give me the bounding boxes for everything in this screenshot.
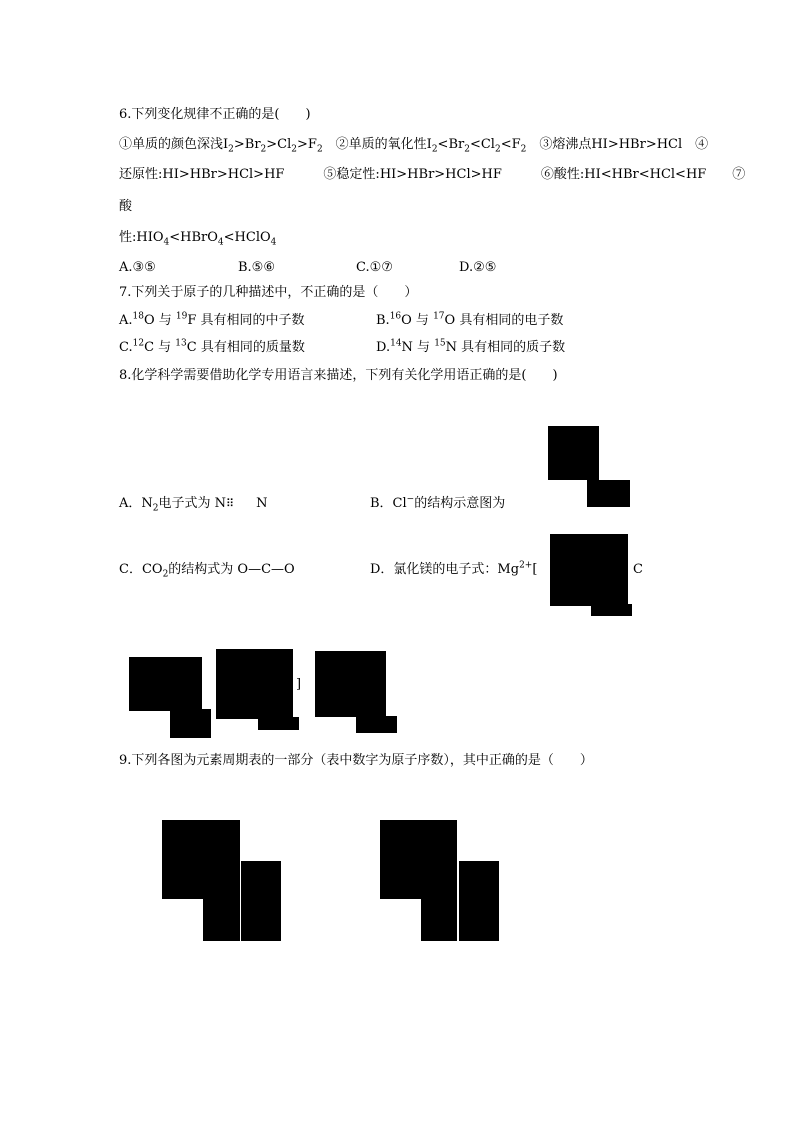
- q8-option-c: C．$CO_2$的结构式为 O—C—O: [119, 562, 295, 580]
- periodic-table-figure-b-part: [459, 861, 499, 941]
- q7-option-b: B.$^{16}$O 与 $^{17}$O 具有相同的电子数: [376, 311, 564, 328]
- q7-stem: 7.下列关于原子的几种描述中，不正确的是（ ）: [119, 285, 418, 300]
- mgcl2-image-block-2: [216, 649, 293, 719]
- mgcl2-image-block-2b: [258, 717, 299, 730]
- cl-ion-structure-image-part: [587, 480, 630, 507]
- cl-ion-structure-image-part: [548, 426, 599, 480]
- q6-line-1: ①单质的颜色深浅$I_2>Br_2>Cl_2>F_2$ ②单质的氧化性$I_2<Br_2<Cl_2<F_2$ ③熔沸点HI>HBr>HCl ④: [119, 137, 709, 155]
- periodic-table-figure-a-part: [203, 899, 240, 941]
- mgcl2-electron-formula-image-part: [591, 604, 632, 616]
- q8-option-b: B．Cl−的结构示意图为: [370, 494, 506, 511]
- q8-option-d: D．氯化镁的电子式：$Mg^{2+}$[: [370, 560, 538, 577]
- mgcl2-image-block-1: [129, 657, 202, 711]
- q6-option-c: C.①⑦: [356, 260, 393, 275]
- q6-stem: 6.下列变化规律不正确的是( ): [119, 107, 311, 122]
- q6-line-4: 性$:HIO_4<HBrO_4<HClO_4$: [119, 230, 277, 248]
- q8-stem: 8.化学科学需要借助化学专用语言来描述，下列有关化学用语正确的是( ): [119, 368, 558, 383]
- periodic-table-figure-a-part: [162, 820, 240, 899]
- mgcl2-image-block-3b: [356, 716, 397, 733]
- mgcl2-image-block-1b: [170, 709, 211, 738]
- q6-option-b: B.⑤⑥: [238, 260, 275, 275]
- periodic-table-figure-a-part: [241, 861, 281, 941]
- q7-option-a: A.$^{18}$O 与 $^{19}$F 具有相同的中子数: [119, 311, 305, 328]
- q9-stem: 9.下列各图为元素周期表的一部分（表中数字为原子序数），其中正确的是（ ）: [119, 753, 593, 768]
- q7-option-c: C.$^{12}$C 与 $^{13}$C 具有相同的质量数: [119, 338, 305, 355]
- q6-line-3: 酸: [119, 199, 133, 214]
- periodic-table-figure-b-part: [380, 820, 457, 899]
- q6-option-a: A.③⑤: [119, 260, 156, 275]
- q8-option-d-tail: C: [633, 562, 643, 577]
- periodic-table-figure-b-part: [421, 899, 457, 941]
- mgcl2-image-block-3: [315, 651, 386, 717]
- q6-option-d: D.②⑤: [459, 260, 497, 275]
- q8-option-a: A．$N_2$电子式为 N⠿ N: [119, 496, 268, 514]
- mgcl2-electron-formula-image-part: [550, 534, 628, 606]
- electron-dots: ⠿: [226, 497, 235, 510]
- q7-option-d: D.$^{14}$N 与 $^{15}$N 具有相同的质子数: [376, 338, 566, 355]
- close-bracket: ]: [296, 677, 302, 692]
- q6-line-2: 还原性:HI>HBr>HCl>HF ⑤稳定性:HI>HBr>HCl>HF ⑥酸性:HI<HBr<HCl<HF ⑦: [119, 167, 746, 182]
